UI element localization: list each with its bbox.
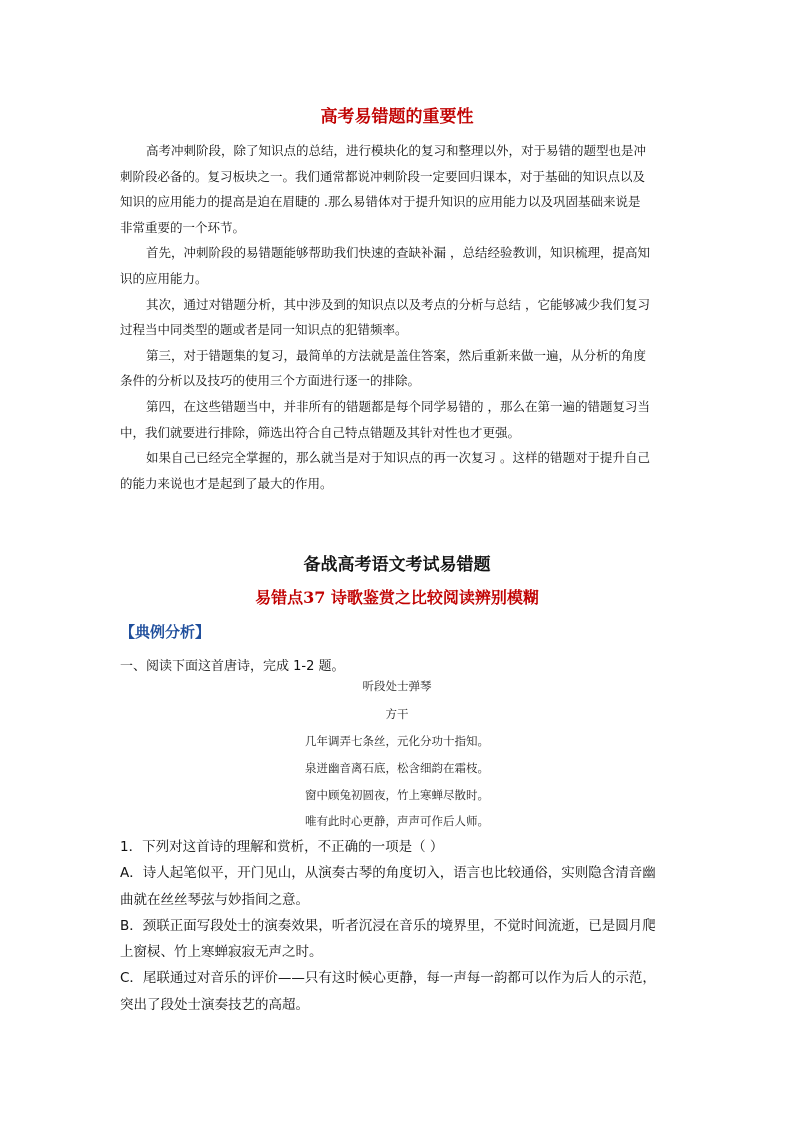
exam-title: 备战高考语文考试易错题 [303, 555, 491, 575]
example-analysis-heading: 【典例分析】 [120, 623, 211, 641]
intro-paragraph-5: 第四，在这些错题当中，并非所有的错题都是每个同学易错的 ，那么在第一遍的错题复习当 中，我们就要进行排除，筛选出符合自己特点错题及其针对性也才更强。 [120, 398, 650, 440]
intro-paragraph-3: 其次，通过对错题分析，其中涉及到的知识点以及考点的分析与总结 ，它能够减少我们复习 过程当中同类型的题或者是同一知识点的犯错频率。 [120, 296, 650, 338]
question-block [120, 834, 685, 1018]
poem-line-1: 几年调弄七条丝，元化分功十指知。 [305, 734, 489, 748]
option-c: C．尾联通过对音乐的评价——只有这时候心更静，每一声每一韵都可以作为后人的示范， 突出了段处士演奏技艺的高超。 [120, 970, 656, 1013]
option-a: A．诗人起笔似平，开门见山，从演奏古琴的角度切入，语言也比较通俗，实则隐含清音幽 曲就在丝丝琴弦与妙指间之意。 [120, 865, 656, 908]
poem-line-4: 唯有此时心更静，声声可作后人师。 [305, 814, 489, 828]
poem-title: 听段处士弹琴 [362, 679, 432, 693]
poem-line-2: 泉迸幽音离石底，松含细韵在霜枝。 [305, 761, 489, 775]
error-point-subtitle: 易错点37 诗歌鉴赏之比较阅读辨别模糊 [255, 588, 539, 607]
importance-title: 高考易错题的重要性 [320, 107, 474, 127]
intro-text-block [120, 138, 675, 496]
question-stem: 1．下列对这首诗的理解和赏析，不正确的一项是（ ） [120, 839, 444, 855]
option-b: B．颈联正面写段处士的演奏效果，听者沉浸在音乐的境界里，不觉时间流逝，已是圆月爬 上窗棂、竹上寒蝉寂寂无声之时。 [120, 917, 656, 961]
question-intro: 一、阅读下面这首唐诗，完成 1-2 题。 [120, 659, 345, 674]
poem-author: 方干 [385, 707, 409, 721]
intro-paragraph-2: 首先，冲刺阶段的易错题能够帮助我们快速的查缺补漏 ，总结经验教训，知识梳理，提高知 识的应用能力。 [120, 245, 650, 286]
intro-paragraph-1: 高考冲刺阶段，除了知识点的总结，进行模块化的复习和整理以外，对于易错的题型也是冲 刺阶段必备的。复习板块之一。我们通常都说冲刺阶段一定要回归课本，对于基础的知识点以及 知识的应用能力的提高是迫在眉睫的 .那么易错体对于提升知识的应用能力以及巩固基础来说是 非常重要的一个环节。 [120, 143, 647, 235]
intro-paragraph-4: 第三，对于错题集的复习，最简单的方法就是盖住答案，然后重新来做一遍，从分析的角度 条件的分析以及技巧的使用三个方面进行逐一的排除。 [120, 347, 647, 389]
poem-line-3: 窗中顾兔初圆夜，竹上寒蝉尽散时。 [305, 788, 489, 802]
intro-paragraph-6: 如果自己已经完全掌握的，那么就当是对于知识点的再一次复习 。这样的错题对于提升自己 的能力来说也才是起到了最大的作用。 [120, 450, 650, 491]
